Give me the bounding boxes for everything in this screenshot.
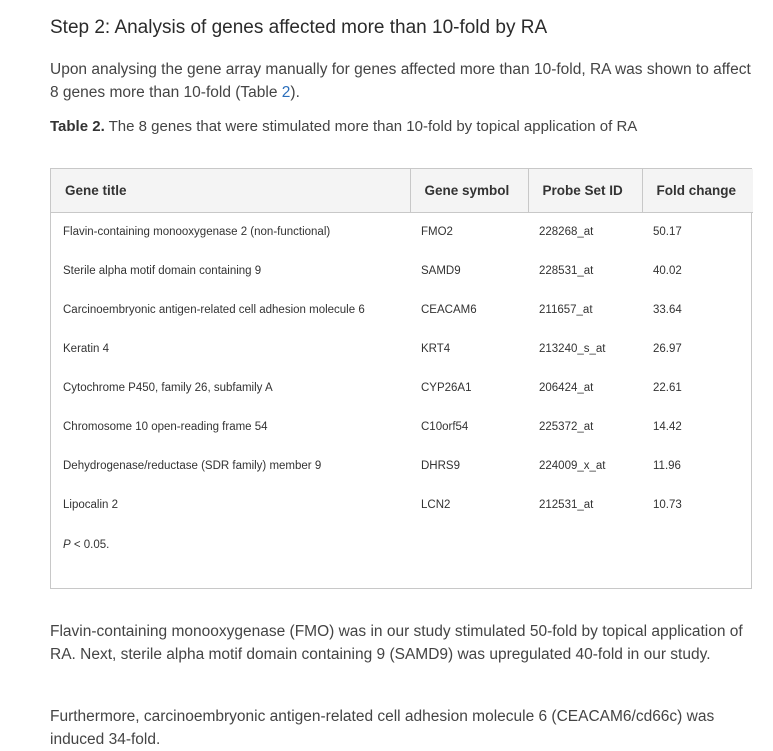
- gene-symbol-cell: CYP26A1: [421, 382, 472, 394]
- gene-title-cell: Carcinoembryonic antigen-related cell adhesion molecule 6: [63, 304, 365, 316]
- gene-title-cell: Flavin-containing monooxygenase 2 (non-functional): [63, 226, 331, 238]
- gene-title-cell: Dehydrogenase/reductase (SDR family) member 9: [63, 460, 322, 472]
- fold-change-cell: 26.97: [653, 343, 682, 355]
- gene-symbol-cell: LCN2: [421, 499, 451, 511]
- fold-change-cell: 11.96: [653, 460, 681, 472]
- header-probe-set-id: Probe Set ID: [528, 169, 642, 212]
- section-heading: Step 2: Analysis of genes affected more than 10-fold by RA: [50, 17, 548, 38]
- gene-symbol-cell: SAMD9: [421, 265, 461, 277]
- probe-set-id-cell: 213240_s_at: [539, 343, 606, 355]
- fold-change-cell: 40.02: [653, 265, 682, 277]
- gene-symbol-cell: FMO2: [421, 226, 453, 238]
- table-footnote-row: [51, 525, 753, 565]
- gene-symbol-cell: DHRS9: [421, 460, 460, 472]
- gene-title-cell: Chromosome 10 open-reading frame 54: [63, 421, 268, 433]
- table-row: [51, 252, 753, 291]
- table-caption-text: The 8 genes that were stimulated more than 10-fold by topical application of RA: [104, 118, 638, 135]
- header-gene-title: Gene title: [65, 182, 127, 198]
- intro-text: Upon analysing the gene array manually for genes affected more than 10-fold, RA was shown to affect 8 genes more than 10-fold (Table: [50, 61, 751, 101]
- table-row: [51, 291, 753, 330]
- fold-change-cell: 10.73: [653, 499, 682, 511]
- probe-set-id-cell: 224009_x_at: [539, 460, 606, 472]
- probe-set-id-cell: 211657_at: [539, 304, 593, 316]
- fold-change-cell: 50.17: [653, 226, 682, 238]
- table-footnote: [51, 525, 753, 565]
- table-caption: [50, 118, 755, 135]
- probe-set-id-cell: 225372_at: [539, 421, 594, 433]
- gene-symbol-cell: KRT4: [421, 343, 451, 355]
- probe-set-id-cell: 212531_at: [539, 499, 594, 511]
- footnote-p-symbol: P: [63, 538, 71, 551]
- table-row: [51, 369, 753, 408]
- probe-set-id-cell: 228268_at: [539, 226, 594, 238]
- header-gene-symbol: Gene symbol: [410, 169, 528, 212]
- gene-symbol-cell: CEACAM6: [421, 304, 477, 316]
- footnote-text: < 0.05.: [70, 538, 110, 551]
- table-row: [51, 408, 753, 447]
- fold-change-cell: 22.61: [653, 382, 682, 394]
- table-2-link[interactable]: 2: [281, 84, 291, 101]
- gene-title-cell: Sterile alpha motif domain containing 9: [63, 265, 262, 277]
- gene-title-cell: Cytochrome P450, family 26, subfamily A: [63, 382, 273, 394]
- gene-table-container: [50, 168, 752, 589]
- gene-title-cell: Lipocalin 2: [63, 499, 118, 511]
- table-body: [51, 212, 753, 565]
- intro-paragraph: [50, 58, 755, 104]
- fold-change-cell: 33.64: [653, 304, 682, 316]
- table-caption-label: Table 2.: [50, 118, 105, 135]
- fold-change-cell: 14.42: [653, 421, 682, 433]
- header-fold-change: Fold change: [642, 169, 753, 212]
- table-row: [51, 486, 753, 525]
- table-row: [51, 212, 753, 252]
- probe-set-id-cell: 228531_at: [539, 265, 594, 277]
- probe-set-id-cell: 206424_at: [539, 382, 594, 394]
- gene-title-cell: Keratin 4: [63, 343, 110, 355]
- table-header-row: [51, 169, 753, 212]
- body-paragraph-fmo: Flavin-containing monooxygenase (FMO) was in our study stimulated 50-fold by topical application of RA. Next, sterile alpha motif domain containing 9 (SAMD9) was upregulated 40-fold in our study.: [50, 623, 743, 663]
- gene-table: [51, 169, 753, 565]
- table-row: [51, 447, 753, 486]
- body-paragraph-ceacam6: Furthermore, carcinoembryonic antigen-related cell adhesion molecule 6 (CEACAM6/cd66c) was induced 34-fold.: [50, 708, 715, 748]
- table-row: [51, 330, 753, 369]
- gene-symbol-cell: C10orf54: [421, 421, 469, 433]
- intro-text-end: ).: [290, 84, 300, 101]
